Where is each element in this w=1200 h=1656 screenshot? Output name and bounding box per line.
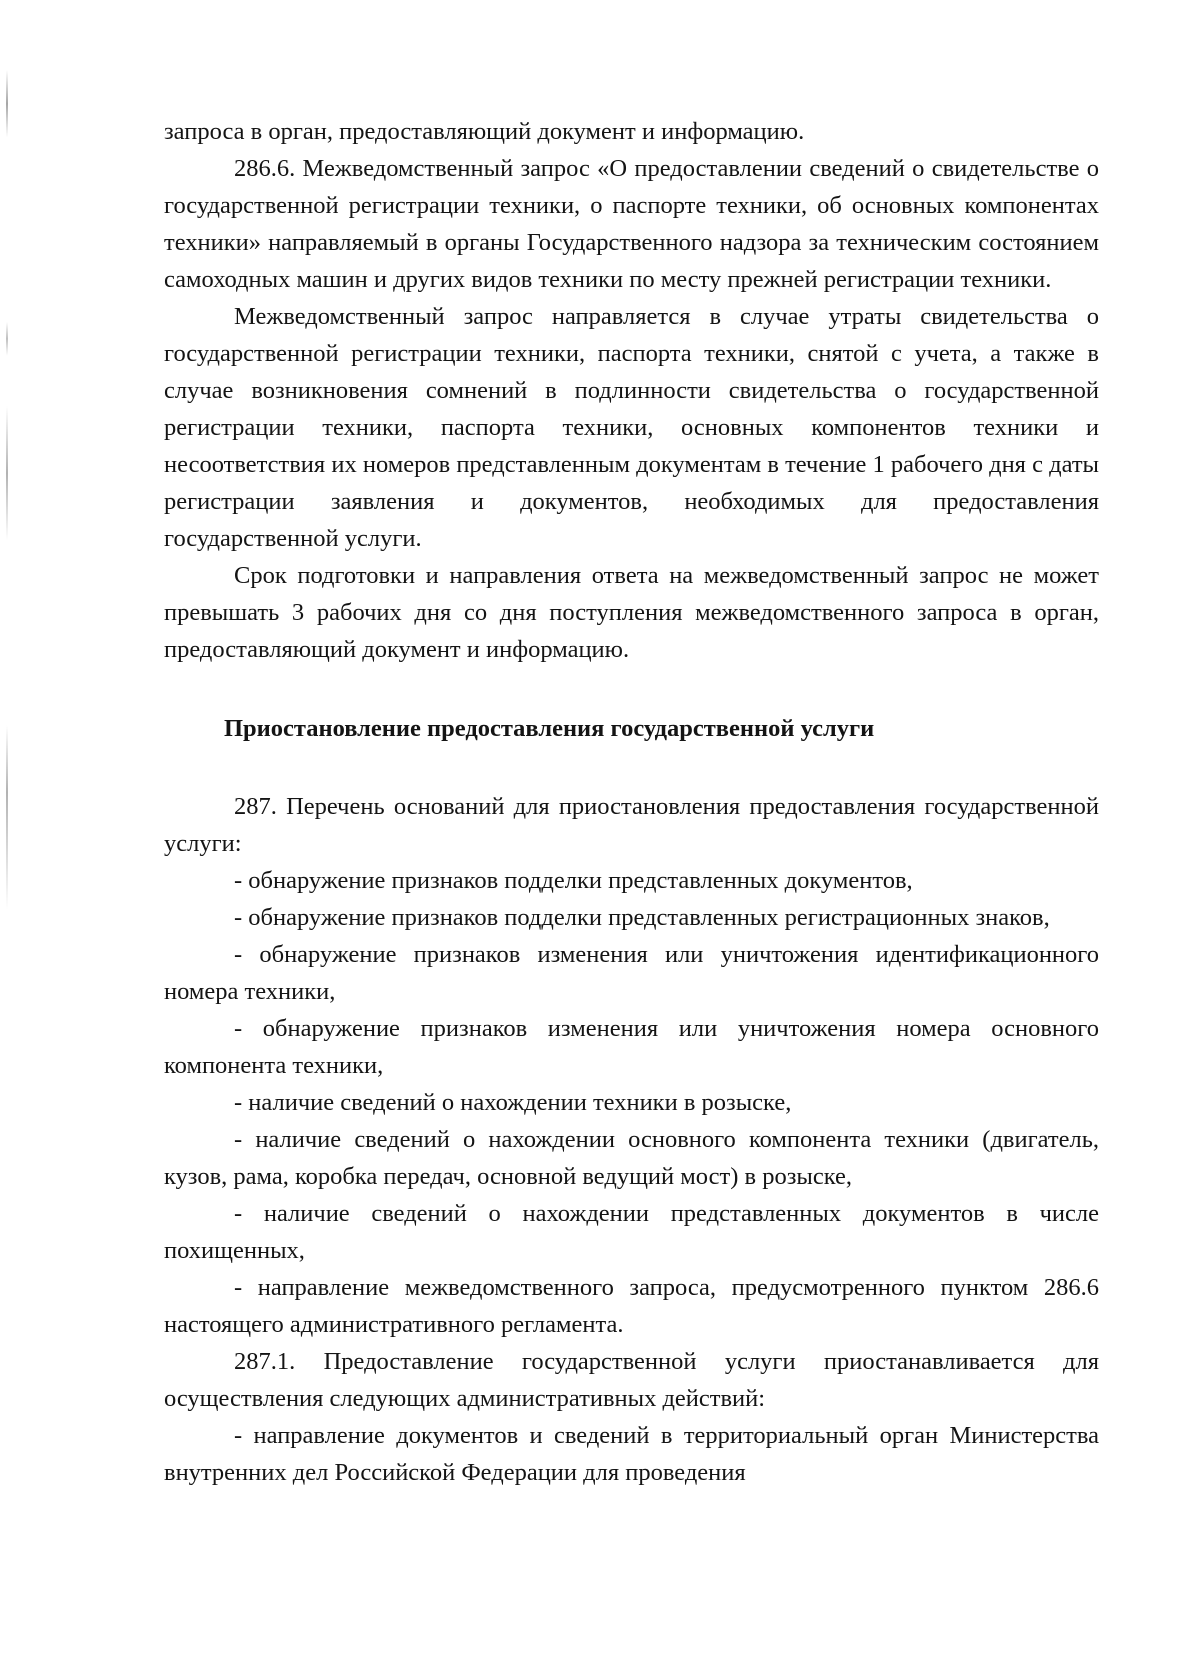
list-item: - обнаружение признаков подделки представленных регистрационных знаков,	[234, 904, 1050, 931]
list-item: - обнаружение признаков подделки представленных документов,	[234, 867, 913, 894]
list-item: - обнаружение признаков изменения или уничтожения идентификационного номера техники,	[164, 941, 1099, 1005]
list-item: - направление межведомственного запроса, предусмотренного пунктом 286.6 настоящего административного регламента.	[164, 1274, 1099, 1338]
paragraph-continuation: запроса в орган, предоставляющий документ и информацию.	[164, 118, 805, 145]
paragraph-287: 287. Перечень оснований для приостановления предоставления государственной услуги:	[164, 793, 1099, 857]
spacer	[164, 668, 1099, 710]
list-item: - направление документов и сведений в территориальный орган Министерства внутренних дел Российской Федерации для проведения	[164, 1422, 1099, 1486]
list-item: - наличие сведений о нахождении техники в розыске,	[234, 1089, 792, 1116]
list-item: - наличие сведений о нахождении представленных документов в числе похищенных,	[164, 1200, 1099, 1264]
list-item: - наличие сведений о нахождении основного компонента техники (двигатель, кузов, рама, коробка передач, основной ведущий мост) в розыске,	[164, 1126, 1099, 1190]
paragraph-response-deadline: Срок подготовки и направления ответа на межведомственный запрос не может превышать 3 рабочих дня со дня поступления межведомственного запроса в орган, предоставляющий документ и информацию.	[164, 562, 1099, 663]
list-item: - обнаружение признаков изменения или уничтожения номера основного компонента техники,	[164, 1015, 1099, 1079]
section-heading: Приостановление предоставления государственной услуги	[224, 715, 875, 742]
document-body	[164, 113, 1099, 1491]
scan-edge-artifact	[6, 70, 8, 910]
paragraph-287-1: 287.1. Предоставление государственной услуги приостанавливается для осуществления следующих административных действий:	[164, 1348, 1099, 1412]
spacer	[164, 747, 1099, 788]
paragraph-request-conditions: Межведомственный запрос направляется в случае утраты свидетельства о государственной регистрации техники, паспорта техники, снятой с учета, а также в случае возникновения сомнений в подлинности свидетельства о государственной регистрации техники, паспорта техники, основных компонентов техники и несоответствия их номеров представленным документам в течение 1 рабочего дня с даты регистрации заявления и документов, необходимых для предоставления государственной услуги.	[164, 303, 1099, 552]
paragraph-286-6: 286.6. Межведомственный запрос «О предоставлении сведений о свидетельстве о государственной регистрации техники, о паспорте техники, об основных компонентах техники» направляемый в органы Государственного надзора за техническим состоянием самоходных машин и других видов техники по месту прежней регистрации техники.	[164, 155, 1099, 293]
